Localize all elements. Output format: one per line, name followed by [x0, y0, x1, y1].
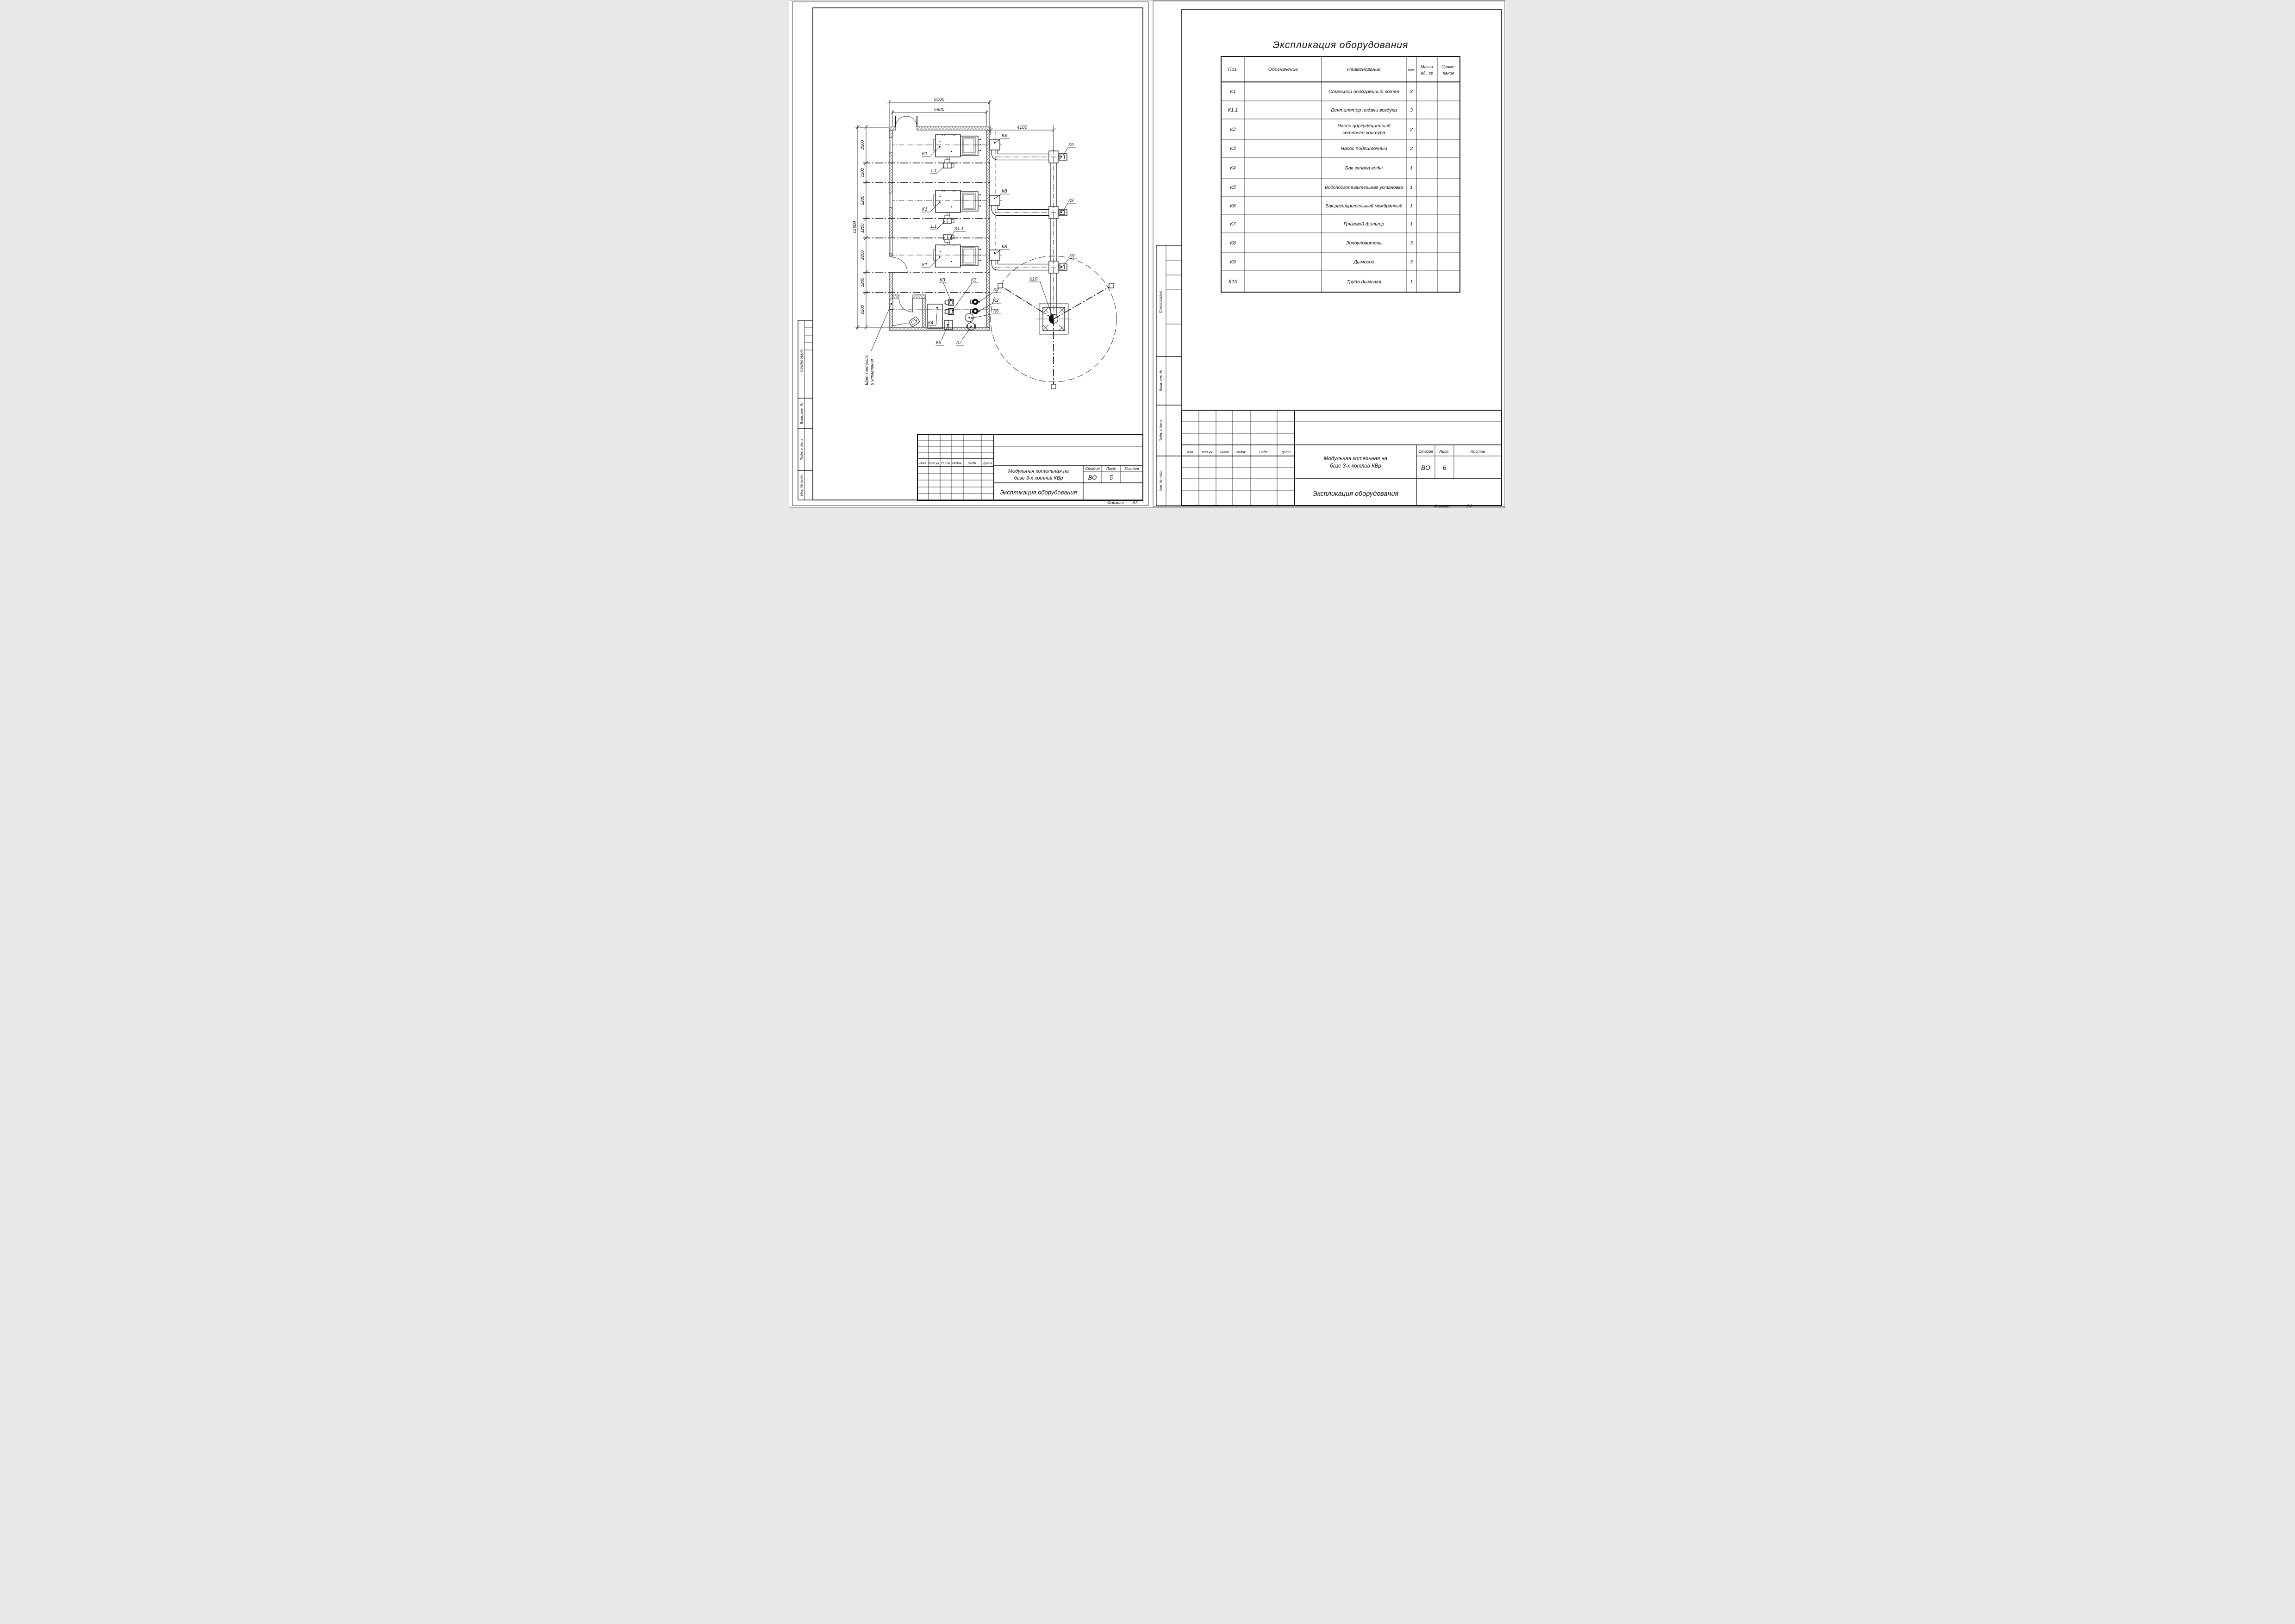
label-k7: К7 [956, 340, 962, 345]
row-qty: 3 [1410, 259, 1413, 265]
label-k5: К5 [936, 340, 942, 345]
label-k9-1: К9 [1068, 143, 1074, 148]
label-k6: К6 [993, 309, 999, 314]
row-qty: 1 [1410, 165, 1413, 171]
row-name: Золоуловитель [1346, 240, 1382, 246]
dim-5900: 5900 [934, 107, 945, 112]
label-k2-1: К2 [993, 287, 999, 293]
drawing-page [789, 0, 1506, 508]
label-k1-1: К1 [922, 151, 928, 156]
row-name: Насос подпиточный [1341, 146, 1387, 151]
col-pos: Поз. [1228, 67, 1238, 72]
row-qty: 1 [1410, 279, 1413, 285]
label-k8-1: К8 [1002, 133, 1007, 138]
stage-label: Стадия [1418, 449, 1433, 454]
row-name: Труба дымовая [1347, 279, 1381, 285]
stamp-inv: Инв. № подл. [1159, 469, 1163, 492]
dim-seg-3: 1200 [860, 223, 865, 233]
page-border [789, 0, 1506, 508]
sheets-label: Листов [1124, 466, 1139, 471]
panel-note-l2: и управления [870, 359, 874, 385]
dim-seg-2: 2200 [860, 195, 865, 206]
label-k2-2: К2 [993, 298, 999, 303]
sheet-value: 5 [1109, 474, 1113, 481]
row-qty: 2 [1410, 127, 1413, 132]
col-note-1: Приме- [1441, 64, 1456, 69]
doc-name-l2: базе 3-х котлов КВр [1330, 463, 1381, 469]
col-mass-2: ед., кг [1421, 71, 1433, 75]
label-k8-2: К8 [1002, 189, 1007, 194]
row-name2: сетевого контура [1342, 130, 1385, 136]
rev-h-podp: Подп. [1259, 450, 1268, 454]
spec-title: Экспликация оборудования [1272, 40, 1409, 50]
sheet-label: Лист [1106, 466, 1116, 471]
label-k1-3: К1 [922, 262, 928, 268]
row-name: Бак расширительный мембранный [1325, 204, 1403, 209]
stage-label: Стадия [1085, 466, 1100, 471]
stamp-vzam: Взам. инв. № [799, 402, 804, 425]
rev-h-koluch: Кол.уч. [929, 461, 940, 465]
row-qty: 3 [1410, 89, 1413, 94]
sheet-value: 6 [1442, 464, 1447, 471]
row-name: Стальной водогрейный котёл [1328, 89, 1399, 94]
row-pos: К5 [1230, 185, 1236, 190]
row-name: Грязевой фильтр [1343, 221, 1384, 227]
col-name: Наименование [1347, 67, 1381, 72]
row-name: Дымосос [1353, 259, 1374, 265]
row-pos: К4 [1230, 165, 1236, 171]
dim-seg-1: 1200 [860, 168, 865, 178]
row-pos: К6 [1230, 203, 1236, 209]
sheets-label: Листов [1471, 449, 1485, 454]
doc-title: Экспликация оборудования [1000, 489, 1077, 496]
format-value: А3 [1132, 500, 1138, 505]
label-k4: К4 [928, 320, 934, 325]
row-pos: К9 [1230, 259, 1236, 265]
ash-collector-k8-1 [990, 140, 1000, 150]
rev-h-podp: Подп. [967, 461, 977, 465]
row-pos: К1 [1230, 89, 1236, 94]
row-qty: 1 [1410, 185, 1413, 190]
label-k8-3: К8 [1002, 244, 1007, 250]
row-pos: К10 [1229, 279, 1237, 285]
label-k3-1: К3 [940, 278, 945, 283]
row-pos: К1.1 [1228, 107, 1238, 113]
ash-collector-k8-2 [990, 195, 1000, 206]
dim-seg-4: 2200 [860, 250, 865, 260]
row-name: Вентилятор подачи воздуха [1331, 107, 1397, 113]
drawing-svg [789, 0, 1506, 508]
label-k9-2: К9 [1068, 198, 1074, 203]
format-label: Формат [1434, 504, 1451, 508]
dim-seg-0: 2200 [860, 140, 865, 150]
col-qty: Кол. [1408, 68, 1415, 72]
row-qty: 1 [1410, 203, 1413, 209]
row-pos: К8 [1230, 240, 1236, 246]
doc-name-l1: Модульная котельная на [1323, 456, 1388, 462]
stamp-podp: Подп. и дата [799, 438, 804, 461]
dim-6100: 6100 [934, 97, 945, 102]
doc-name-l2: базе 3-х котлов КВр [1014, 475, 1063, 481]
dim-12600: 12600 [852, 221, 857, 234]
row-pos: К7 [1230, 221, 1236, 227]
rev-h-doc: №док. [952, 461, 963, 465]
label-k1-1-fan: К1.1 [954, 226, 964, 231]
format-label: Формат [1107, 500, 1124, 505]
row-pos: К3 [1230, 146, 1236, 151]
rev-h-data: Дата [1281, 450, 1291, 454]
row-pos: К2 [1230, 127, 1236, 132]
rev-h-list: Лист [1220, 450, 1229, 454]
stamp-inv: Инв. № подл. [799, 474, 804, 496]
stamp-soglasovano: Согласовано [1159, 290, 1163, 313]
dim-4100: 4100 [1017, 125, 1028, 130]
rev-h-list: Лист [941, 461, 950, 465]
col-note-2: чание [1443, 71, 1454, 75]
col-mass-1: Масса [1421, 64, 1433, 69]
col-designation: Обозначение [1268, 67, 1298, 72]
label-k9-3: К9 [1069, 254, 1075, 259]
sheet-label: Лист [1439, 449, 1450, 454]
dim-seg-5: 1200 [860, 277, 865, 287]
label-k1-2: К1 [922, 207, 928, 212]
stage-value: ВО [1088, 474, 1097, 481]
row-name: Насос циркуляционный [1337, 123, 1391, 129]
label-k3-2: К3 [971, 278, 977, 283]
row-qty: 3 [1410, 240, 1413, 246]
panel-note-l1: Щит контроля [864, 355, 869, 385]
row-qty: 2 [1410, 146, 1413, 151]
rev-h-izm: Изм. [1186, 450, 1194, 454]
rev-h-data: Дата [983, 461, 992, 465]
row-name: Водоподготовительная установка [1325, 185, 1403, 190]
format-value: А4 [1466, 504, 1472, 508]
row-qty: 1 [1410, 221, 1413, 227]
stamp-vzam: Взам. инв. № [1159, 369, 1163, 392]
guy-anchor-1 [998, 283, 1003, 288]
doc-name-l1: Модульная котельная на [1008, 468, 1069, 474]
dim-seg-6: 2200 [860, 305, 865, 315]
label-fan-1: 1.1 [930, 169, 937, 174]
stamp-soglasovano: Согласовано [799, 349, 804, 372]
stage-value: ВО [1421, 464, 1430, 471]
guy-anchor-3 [1051, 384, 1056, 389]
row-qty: 3 [1410, 107, 1413, 113]
rev-h-koluch: Кол.уч. [1202, 450, 1213, 454]
guy-anchor-2 [1109, 283, 1114, 288]
stamp-podp: Подп. и дата [1159, 419, 1163, 442]
label-fan-2: 1.1 [930, 224, 937, 229]
label-k10: К10 [1029, 277, 1038, 282]
doc-title: Экспликация оборудования [1312, 490, 1399, 498]
rev-h-doc: №док. [1236, 450, 1247, 454]
rev-h-izm: Изм. [919, 461, 927, 465]
row-name: Бак запаса воды [1345, 165, 1383, 171]
